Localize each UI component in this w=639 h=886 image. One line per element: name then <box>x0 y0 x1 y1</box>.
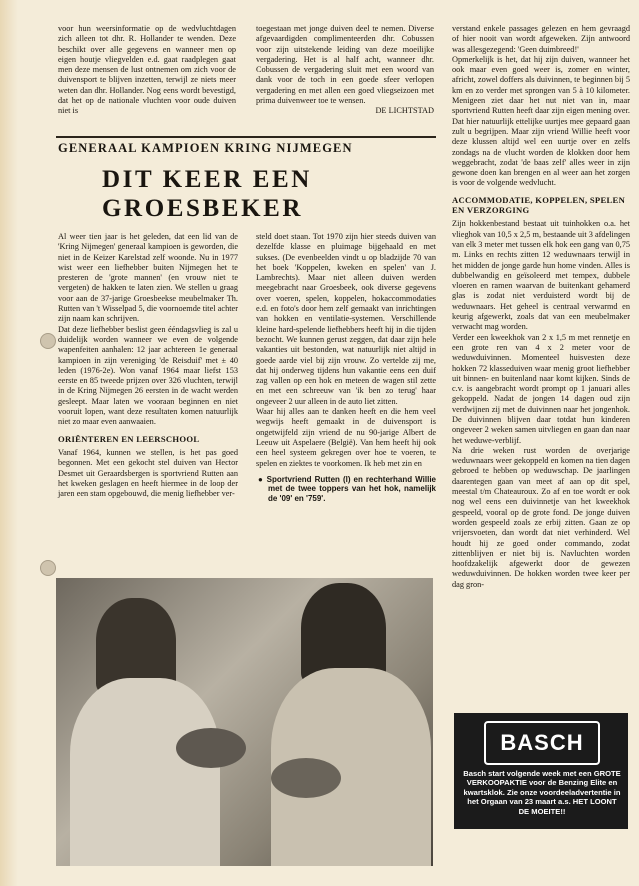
signature: DE LICHTSTAD <box>375 106 434 116</box>
paragraph: Na drie weken rust worden de overjarige weduwnaars weer gekoppeld en komen na tien dagen gebroed te hebben op weduwschap. De jaarlingen daarentegen gaan van meet af aan op dit spel, meestal t/m Chateauroux. Zo af en toe wordt er ook nog wel eens een duivinnetje van het kweekhok gespeeld, vooral op de grote fond. De jonge duiven worden gespeeld zoals ze erbij zitten. Gaan ze op vrijersvoeten, dan wordt dat niet verhinderd. Wel houdt hij ze goed onder commando, zodat zittenblijven er niet bij is. Navluchten worden hoofdzakelijk afgewerkt door de gewezen weduwduivinnen. De hokken worden twee keer per dag gron- <box>452 445 630 589</box>
article-column-1 <box>58 232 238 499</box>
person-left-coat <box>70 678 220 866</box>
photo-caption-text: Sportvriend Rutten (l) en rechterhand Willie met de twee toppers van het hok, namelijk de '09' en '759'. <box>266 474 436 504</box>
pigeon-right <box>271 758 341 798</box>
subheading: ACCOMMODATIE, KOPPELEN, SPELEN EN VERZORGING <box>452 194 626 216</box>
paragraph: steld doet staan. Tot 1970 zijn hier steeds duiven van dezelfde klasse en pluimage bijgehaald en met sukses. (De evenbeelden vindt u op bladzijde 70 van het boek 'Koppelen, kweken en spelen' van J. Lambrechts). Maar niet alleen duiven werden meegebracht naar Groesbeek, ook diverse gegevens over voeren, spelen, koppelen, hokaccommodaties e.d. en foto's door hem zelf gemaakt van inrichtingen van hokken en ventilatie-systemen. Verschillende kleine hard-spelende liefhebbers heeft hij in die tijden bezocht. We kunnen gerust zeggen, dat daar zijn hele vakanties uit bestonden, wat natuurlijk niet altijd in goede aarde viel bij zijn vrouw. Zo vertelde zij me, dat hij onderweg tijdens hun vakantie eens een duif zag vallen op een hok en meteen de wagen stil zette en met een schreeuw van 'ik ben zo terug' haar ongeveer 2 uur alleen in de auto liet zitten. <box>256 232 436 406</box>
paragraph: verstand enkele passages gelezen en hem gevraagd of hier nooit van wordt afgeweken. Zijn antwoord was allesgezegend: 'Geen duimbreed!' <box>452 24 630 54</box>
paragraph: Opmerkelijk is het, dat hij zijn duiven, wanneer het ook maar even goed weer is, zomer en winter, africht, zowel doffers als duivinnen, te beginnen bij 5 km en zo verder met sprongen van 5 à 10 kilometer. Menigeen ziet daar het nut niet van in, maar sportvriend Rutten heeft daar zijn eigen mening over. Dat hier natuurlijk ettelijke uurtjes mee gepaard gaan zult u begrijpen. Maar zijn vriend Willie heeft voor deze klussen altijd wel een uurtje over en zelfs zondags na de vlucht worden de klokken door hem weggebracht, zodat 'de baas zelf' alles weer in zijn gewone doen kan brengen en al weer aan het zorgen is voor de volgende wedvlucht. <box>452 54 630 188</box>
top-column-2 <box>256 24 434 117</box>
subheading: ORIËNTEREN EN LEERSCHOOL <box>58 433 200 444</box>
punch-hole <box>40 333 56 349</box>
divider <box>56 136 436 138</box>
photo-caption: ● Sportvriend Rutten (l) en rechterhand Willie met de twee toppers van het hok, namelijk de '09' en '759'. <box>258 474 436 504</box>
kicker: GENERAAL KAMPIOEN KRING NIJMEGEN <box>58 141 353 155</box>
paragraph: Al weer tien jaar is het geleden, dat een lid van de 'Kring Nijmegen' generaal kampioen is geworden, die niet in de Keizer Karelstad zelf woonde. Nu in 1977 wist weer een liefhebber buiten Nijmegen het te presteren de 'grote mannen' (en vrouw niet te vergeten) de hakken te laten zien. We stellen u graag voor aan de 37-jarige Groesbeekse meubelmaker Th. Rutten van 't Wisselpad 5, die voornoemde titel achter zijn naam kan schrijven. <box>58 232 238 324</box>
top-col1-text: voor hun weersinformatie op de wedvluchtdagen zich alleen tot dhr. R. Hollander te wenden. Deze beschikt over alle gegevens en wanneer men op eigen houtje vliegvelden e.d. gaat raadplegen gaat men deze mensen de lust ontnemen om zich voor de duivensport te blijven inzetten, terwijl ze niets meer weten dan dhr. Hollander. Nog eens wordt bevestigd, dat het op de nationale vluchten voor oude duiven niet is <box>58 24 236 116</box>
paragraph: Dat deze liefhebber beslist geen ééndagsvlieg is zal u duidelijk worden wanneer we even de volgende wapenfeiten aanhalen: 12 jaar achtereen 1e generaal kampioen in zijn vereniging 'de Reisduif' met ± 40 leden (1976-2e). Won vanaf 1964 maar liefst 153 eerste en 85 tweede prijzen over 326 vluchten, terwijl in de Kring Nijmegen 26 eersten in de wacht werden gesleept. Maar laten we vooraan beginnen en niet vooruit lopen, want deze resultaten komen natuurlijk niet zo maar even aanwaaien. <box>58 324 238 427</box>
headline-line-2: GROESBEKER <box>102 195 304 222</box>
paragraph: Vanaf 1964, kunnen we stellen, is het pas goed begonnen. Met een gekocht stel duiven van Hector Desmet uit Geraardsbergen is sportvriend Rutten aan het kweken geslagen en heeft hiermee in de loop der jaren een stam opgebouwd, die menig liefhebber ver- <box>58 447 238 499</box>
paragraph: Verder een kweekhok van 2 x 1,5 m met rennetje en een grote ren van 4 x 2 meter voor de weduwduivinnen. Momenteel huisvesten deze hokken 72 klasseduiven waar menig groot liefhebber uit binnen- en buitenland naar komt kijken. Sinds de c.v. is aangebracht wordt prompt op 1 januari alles gekoppeld. Nadat de jongen 14 dagen oud zijn verdwijnen zij met de duivinnen naar het jongenhok. De duivinnen blijven daar totdat hun kinderen ongeveer 2 weken samen uitvliegen en gaan dan naar het weduwe-verblijf. <box>452 332 630 445</box>
basch-advertisement <box>454 713 628 829</box>
pigeon-left <box>176 728 246 768</box>
page-edge <box>0 0 18 886</box>
paragraph: Waar hij alles aan te danken heeft en die hem veel wegwijs heeft gemaakt in de duivensport is ongetwijfeld zijn vriend de nu 90-jarige Albert de Leeuw uit Aspelaere (België). Van hem heeft hij ook een heel systeem gekregen over hoe te voeren, te spelen en ziektes te voorkomen. Ik heb met zin en <box>256 407 436 468</box>
basch-logo: BASCH <box>484 721 600 765</box>
ad-text: Basch start volgende week met een GROTE VERKOOPAKTIE voor de Benzing Elite en kwartsklok. Zie onze voordeeladvertentie in het Orgaan van 23 maart a.s. HET LOONT DE MOEITE!! <box>463 769 621 816</box>
top-column-1 <box>58 24 236 117</box>
punch-hole <box>40 560 56 576</box>
article-column-3 <box>452 24 630 590</box>
headline-line-1: DIT KEER EEN <box>102 166 312 193</box>
top-col2-text: toegestaan met jonge duiven deel te nemen. Diverse afgevaardigden complimenteerden dhr. Cobussen voor zijn uitstekende leiding van deze moeilijke vergadering. Het is al half acht, wanneer dhr. Cobussen de vergadering sluit met een woord van dank voor de toch in een goede sfeer verlopen vergadering en met allen een goed vliegseizoen met prima duivenweer toe te wensen. <box>256 24 434 106</box>
article-column-2 <box>256 232 436 504</box>
paragraph: Zijn hokkenbestand bestaat uit tuinhokken o.a. het vlieghok van 10,5 x 2,5 m, bestaande uit 3 afdelingen van elk 3 meter met tussen elk hok een gang van 0,75 m. Links en rechts zitten 12 weduwnaars terwijl in het midden de jonge garde hun home vinden. Alles is dubbelwandig en geïsoleerd met tempex, dubbele vloeren en ramen waarvan de buitenkant gehamerd glas is zodat niet verduisterd wordt bij de weduwnaars. Het geheel is centraal verwarmd en keurig afgewerkt, zoals dat van een meubelmaker verwacht mag worden. <box>452 219 630 332</box>
photo <box>56 578 433 866</box>
